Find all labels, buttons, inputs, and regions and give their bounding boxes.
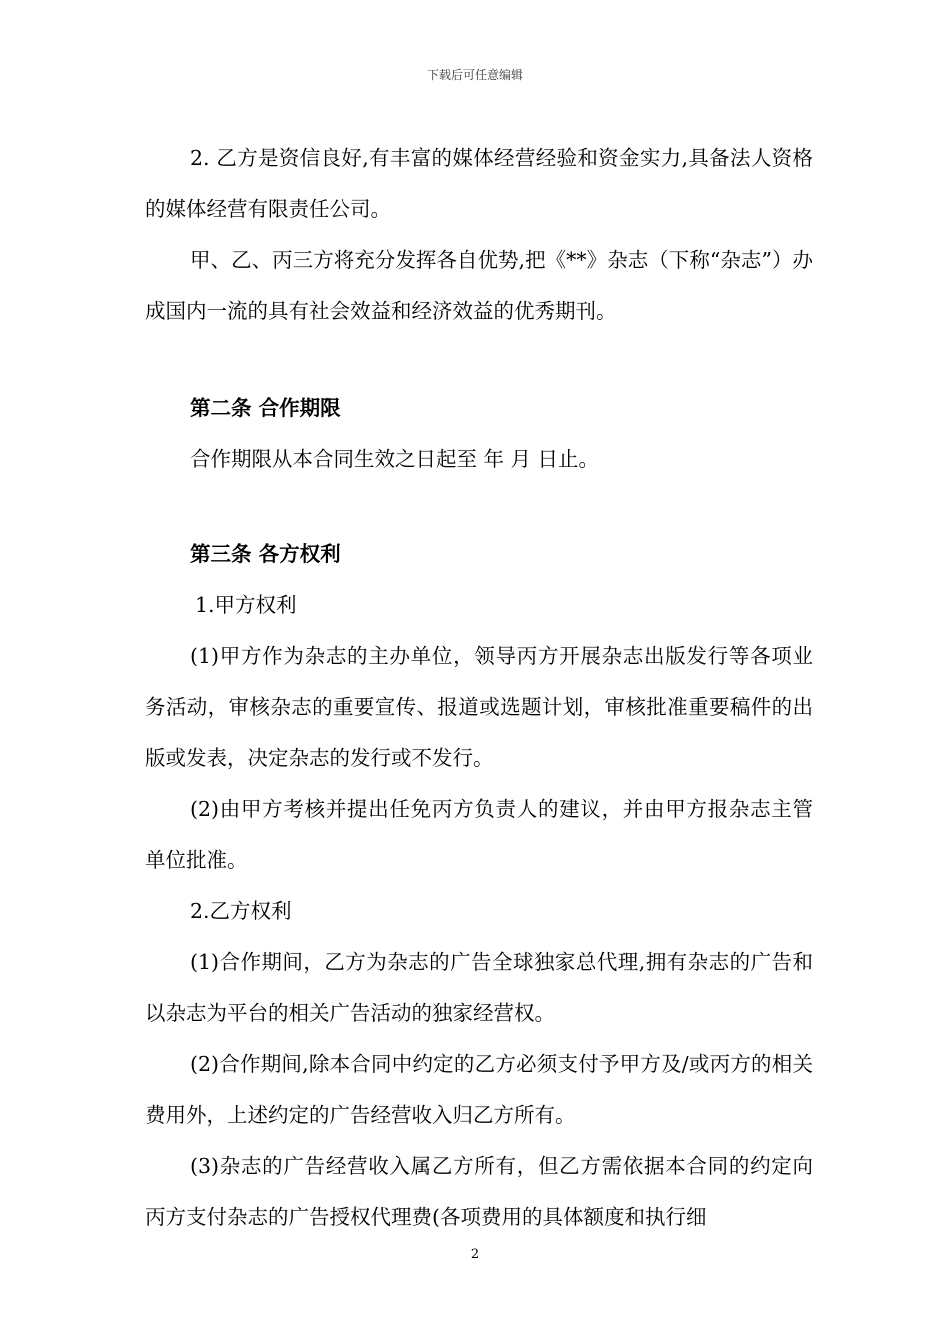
subheading-party-b-rights: 2.乙方权利 bbox=[190, 899, 292, 923]
spacer bbox=[145, 337, 813, 383]
paragraph-party-a-right-2: (2)由甲方考核并提出任免丙方负责人的建议，并由甲方报杂志主管单位批准。 bbox=[145, 797, 813, 872]
paragraph-party-b-right-2: (2)合作期间,除本合同中约定的乙方必须支付予甲方及/或丙方的相关费用外，上述约定的广告经营收入归乙方所有。 bbox=[145, 1052, 813, 1127]
paragraph-party-b-right-3: (3)杂志的广告经营收入属乙方所有，但乙方需依据本合同的约定向丙方支付杂志的广告授权代理费(各项费用的具体额度和执行细 bbox=[145, 1154, 813, 1229]
header-note: 下载后可任意编辑 bbox=[426, 68, 523, 82]
paragraph-cooperation-goal: 甲、乙、丙三方将充分发挥各自优势,把《**》杂志（下称“杂志”）办成国内一流的具有社会效益和经济效益的优秀期刊。 bbox=[145, 248, 813, 323]
spacer bbox=[145, 485, 813, 529]
paragraph-cooperation-term: 合作期限从本合同生效之日起至 年 月 日止。 bbox=[190, 447, 600, 471]
document-body bbox=[145, 133, 813, 1243]
subheading-party-a-rights: 1.甲方权利 bbox=[195, 593, 297, 617]
article-2-heading: 第二条 合作期限 bbox=[190, 396, 341, 420]
paragraph-party-a-right-1: (1)甲方作为杂志的主办单位，领导丙方开展杂志出版发行等各项业务活动，审核杂志的重要宣传、报道或选题计划，审核批准重要稿件的出版或发表，决定杂志的发行或不发行。 bbox=[145, 644, 813, 770]
article-3-heading: 第三条 各方权利 bbox=[190, 542, 341, 566]
page-number: 2 bbox=[470, 1247, 480, 1262]
paragraph-party-b-description: 2. 乙方是资信良好,有丰富的媒体经营经验和资金实力,具备法人资格的媒体经营有限责任公司。 bbox=[145, 146, 813, 221]
paragraph-party-b-right-1: (1)合作期间，乙方为杂志的广告全球独家总代理,拥有杂志的广告和以杂志为平台的相关广告活动的独家经营权。 bbox=[145, 950, 813, 1025]
